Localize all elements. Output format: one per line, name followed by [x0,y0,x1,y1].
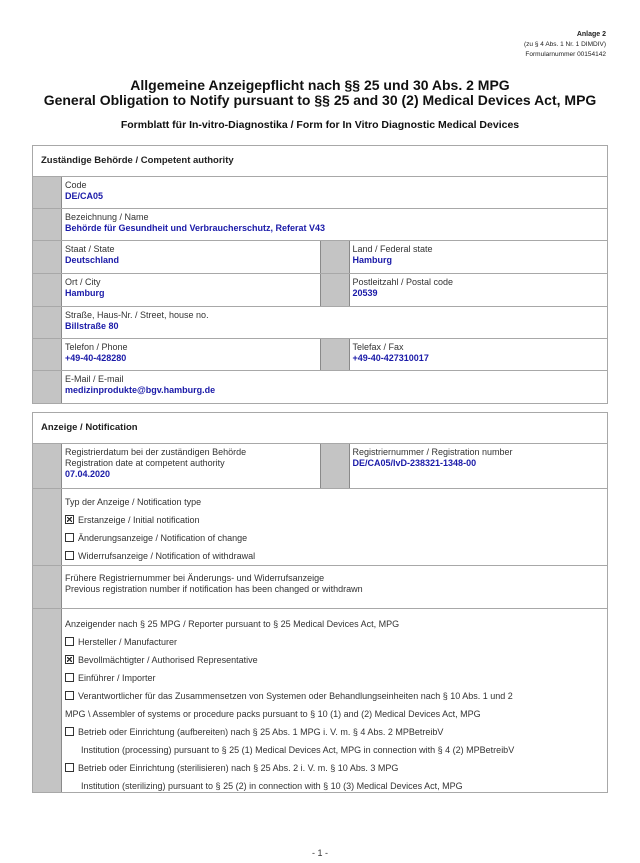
row-marker [33,177,62,208]
field-value[interactable]: Deutschland [65,255,120,265]
field-label: Ort / City [65,277,101,287]
checkbox-checked-icon[interactable] [65,655,74,664]
field-fax [350,339,608,370]
option-initial-notification[interactable]: Erstanzeige / Initial notification [65,511,604,529]
field-value[interactable]: Hamburg [65,288,105,298]
title-en: General Obligation to Notify pursuant to §§ 25 and 30 (2) Medical Devices Act, MPG [43,92,597,108]
field-label: Bezeichnung / Name [65,212,149,222]
field-postal-code [350,274,608,306]
checkbox-checked-icon[interactable] [65,515,74,524]
annex-reference: (zu § 4 Abs. 1 Nr. 1 DIMDIV) [524,41,606,48]
section-notification [32,412,608,793]
checkbox-icon[interactable] [65,727,74,736]
section-competent-authority [32,145,608,404]
field-value[interactable]: Hamburg [352,255,393,265]
page-title [0,78,640,108]
field-value[interactable]: 20539 [352,288,378,298]
title-de: Allgemeine Anzeigepflicht nach §§ 25 und 30 Abs. 2 MPG [130,77,510,93]
option-manufacturer[interactable]: Hersteller / Manufacturer [65,633,604,651]
field-label: Land / Federal state [352,244,433,254]
row-marker [33,307,62,338]
row-marker [33,274,62,306]
row-city [33,274,607,307]
row-marker [33,489,62,565]
option-notification-of-withdrawal[interactable]: Widerrufsanzeige / Notification of withdrawal [65,547,604,565]
row-marker [33,241,62,273]
field-label-en: Previous registration number if notification has been changed or withdrawn [65,584,363,594]
field-street [33,307,607,339]
page-number: - 1 - [311,848,328,858]
field-federal-state [350,241,608,273]
checkbox-icon[interactable] [65,763,74,772]
field-name [33,209,607,241]
field-label: Straße, Haus-Nr. / Street, house no. [65,310,209,320]
field-value[interactable]: +49-40-427310017 [352,353,429,363]
option-assembler[interactable]: Verantwortlicher für das Zusammensetzen von Systemen oder Behandlungseinheiten nach § 10 Abs. 1 und 2 [65,687,604,705]
reporter-label: Anzeigender nach § 25 MPG / Reporter pursuant to § 25 Medical Devices Act, MPG [65,619,400,629]
field-label: Registriernummer / Registration number [352,447,513,457]
annex-label: Anlage 2 [576,31,606,38]
checkbox-icon[interactable] [65,533,74,542]
row-marker [33,609,62,792]
row-registration [33,444,607,489]
section-heading: Zuständige Behörde / Competent authority [33,146,607,177]
field-registration-date [62,444,320,488]
field-label: Staat / State [65,244,115,254]
option-institution-processing[interactable]: Betrieb oder Einrichtung (aufbereiten) nach § 25 Abs. 1 MPG i. V. m. § 4 Abs. 2 MPBetreibV [65,723,604,741]
field-value[interactable]: 07.04.2020 [65,469,111,479]
field-label: Postleitzahl / Postal code [352,277,454,287]
checkbox-icon[interactable] [65,637,74,646]
row-previous-registration [33,566,607,609]
option-notification-of-change[interactable]: Änderungsanzeige / Notification of change [65,529,604,547]
field-label: Telefax / Fax [352,342,404,352]
option-assembler-continued: MPG \ Assembler of systems or procedure packs pursuant to § 10 (1) and (2) Medical Devices Act, MPG [65,709,481,719]
row-marker [321,339,350,370]
checkbox-icon[interactable] [65,691,74,700]
page-subtitle: Formblatt für In-vitro-Diagnostika / Form for In Vitro Diagnostic Medical Devices [120,119,520,131]
option-institution-sterilizing[interactable]: Betrieb oder Einrichtung (sterilisieren) nach § 25 Abs. 2 i. V. m. § 10 Abs. 3 MPG [65,759,604,777]
field-value[interactable]: DE/CA05/IvD-238321-1348-00 [352,458,477,468]
field-label-en: Registration date at competent authority [65,458,225,468]
row-phone [33,339,607,371]
field-value[interactable]: Billstraße 80 [65,321,119,331]
row-marker [321,241,350,273]
option-authorised-representative[interactable]: Bevollmächtigter / Authorised Representative [65,651,604,669]
field-label: Registrierdatum bei der zuständigen Behörde [65,447,247,457]
row-marker [33,566,62,608]
form-number: Formularnummer 00154142 [525,51,606,58]
field-state [62,241,320,273]
field-phone [62,339,320,370]
row-marker [33,371,62,403]
field-value[interactable]: medizinprodukte@bgv.hamburg.de [65,385,216,395]
field-label: Code [65,180,87,190]
field-value[interactable]: DE/CA05 [65,191,104,201]
section-heading: Anzeige / Notification [33,413,607,444]
row-marker [321,444,350,488]
field-value[interactable]: Behörde für Gesundheit und Verbraucherschutz, Referat V43 [65,223,326,233]
row-notification-type [33,489,607,566]
field-value[interactable]: +49-40-428280 [65,353,127,363]
field-label: Frühere Registriernummer bei Änderungs- und Widerrufsanzeige [65,573,325,583]
row-marker [321,274,350,306]
field-code [33,177,607,209]
field-registration-number [350,444,608,488]
row-state [33,241,607,274]
checkbox-icon[interactable] [65,551,74,560]
checkbox-icon[interactable] [65,673,74,682]
row-reporter [33,609,607,792]
field-label: Telefon / Phone [65,342,128,352]
row-marker [33,444,62,488]
row-marker [33,339,62,370]
field-label: E-Mail / E-mail [65,374,124,384]
field-email [33,371,607,403]
notification-type-label: Typ der Anzeige / Notification type [65,497,202,507]
annex-info [524,30,606,60]
option-institution-sterilizing-en: Institution (sterilizing) pursuant to § 25 (2) in connection with § 10 (3) Medical Devices Act, MPG [81,781,463,791]
option-importer[interactable]: Einführer / Importer [65,669,604,687]
field-city [62,274,320,306]
option-institution-processing-en: Institution (processing) pursuant to § 25 (1) Medical Devices Act, MPG in connection with § 4 (2) MPBetreibV [81,745,515,755]
row-marker [33,209,62,240]
